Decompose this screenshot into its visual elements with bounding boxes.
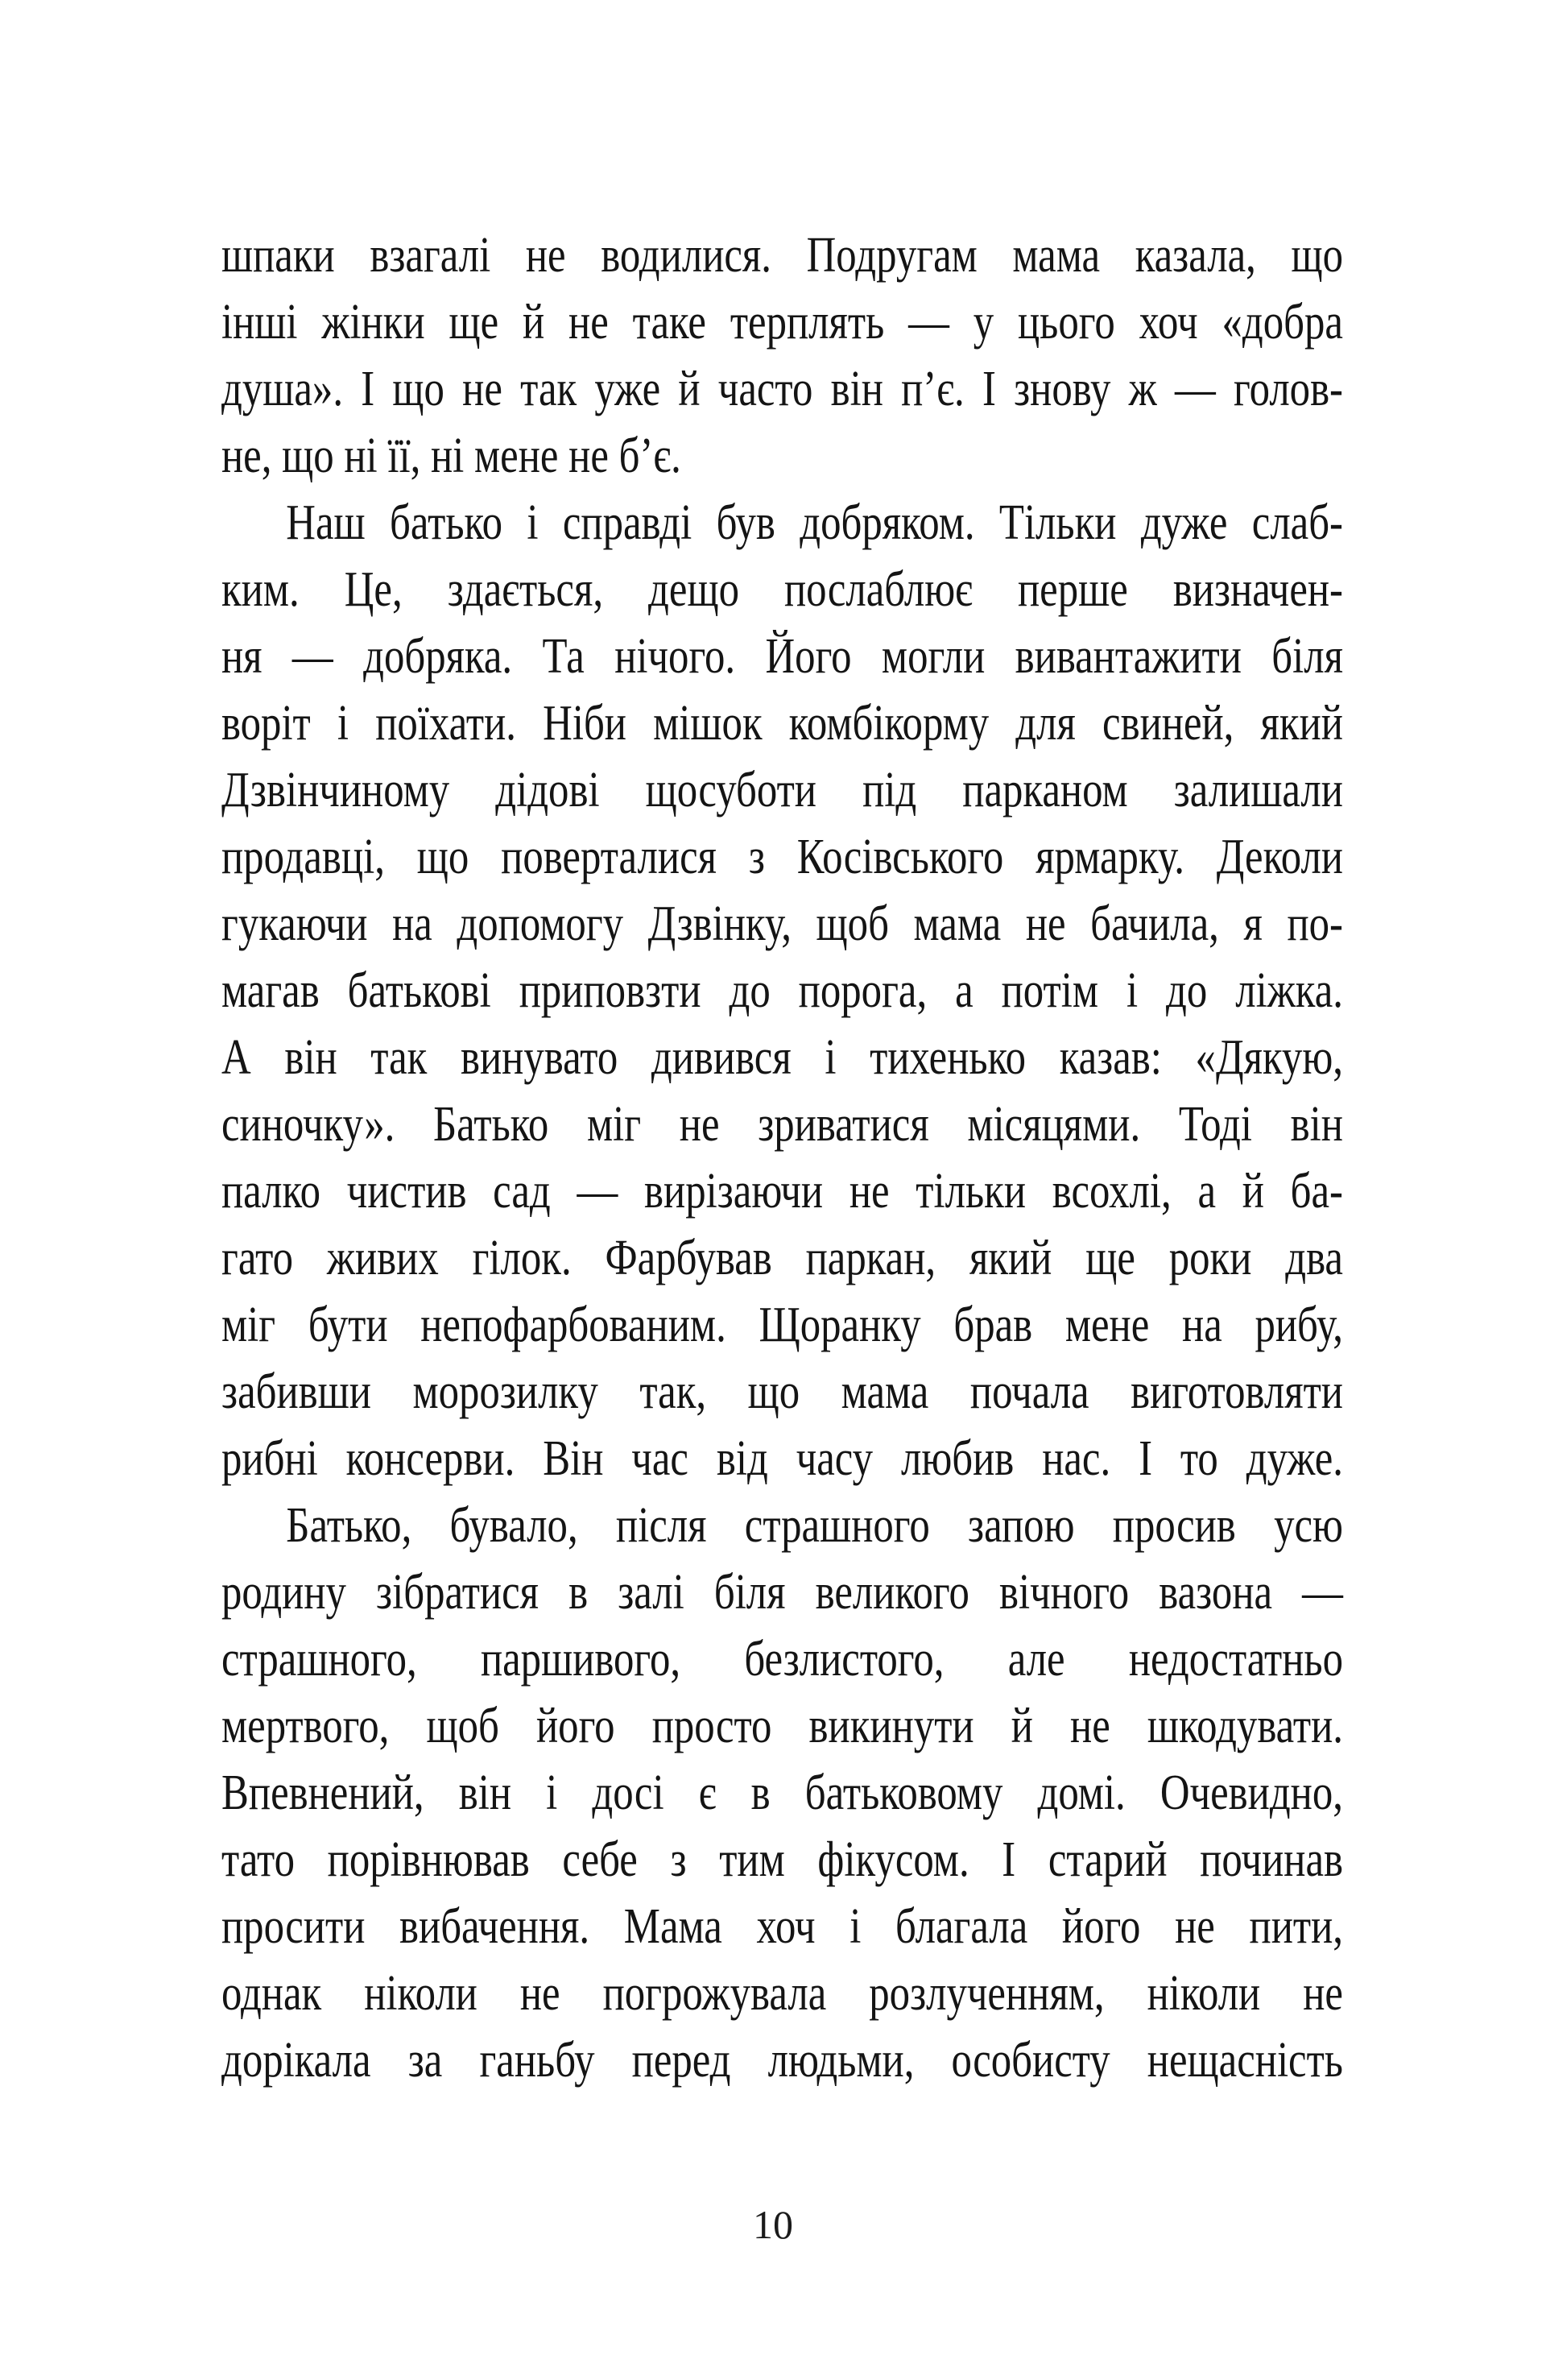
text-line: дорікала за ганьбу перед людьми, особисту нещасність xyxy=(221,2033,1343,2088)
text-line: магав батькові приповзти до порога, а потім і до ліжка. xyxy=(221,963,1343,1018)
text-line: Впевнений, він і досі є в батьковому домі. Очевидно, xyxy=(221,1765,1343,1820)
text-line: воріт і поїхати. Ніби мішок комбікорму для свиней, який xyxy=(221,696,1343,751)
text-line: синочку». Батько міг не зриватися місяцями. Тоді він xyxy=(221,1097,1343,1152)
paragraph xyxy=(221,222,1343,490)
text-line: рибні консерви. Він час від часу любив нас. І то дуже. xyxy=(221,1431,1343,1486)
text-line: забивши морозилку так, що мама почала виготовляти xyxy=(221,1364,1343,1419)
page-number: 10 xyxy=(753,2202,793,2247)
text-line: палко чистив сад — вирізаючи не тільки всохлі, а й ба- xyxy=(221,1164,1343,1219)
text-line: продавці, що поверталися з Косівського ярмарку. Деколи xyxy=(221,830,1343,884)
text-line: гато живих гілок. Фарбував паркан, який ще роки два xyxy=(221,1231,1343,1285)
text-line: шпаки взагалі не водилися. Подругам мама казала, що xyxy=(221,228,1343,283)
text-line: Батько, бувало, після страшного запою просив усю xyxy=(286,1498,1343,1553)
text-line: мертвого, щоб його просто викинути й не шкодувати. xyxy=(221,1699,1343,1753)
text-line: просити вибачення. Мама хоч і благала його не пити, xyxy=(221,1899,1343,1954)
text-line: ким. Це, здається, дещо послаблює перше визначен- xyxy=(221,562,1343,617)
text-line: гукаючи на допомогу Дзвінку, щоб мама не бачила, я по- xyxy=(221,896,1343,951)
text-line: міг бути непофарбованим. Щоранку брав мене на рибу, xyxy=(221,1298,1343,1352)
text-line: душа». І що не так уже й часто він п’є. І знову ж — голов- xyxy=(221,362,1343,416)
text-line: родину зібратися в залі біля великого вічного вазона — xyxy=(221,1565,1343,1620)
text-block xyxy=(221,222,1343,2094)
text-line: страшного, паршивого, безлистого, але недостатньо xyxy=(221,1632,1343,1687)
text-line: однак ніколи не погрожувала розлученням, ніколи не xyxy=(221,1966,1343,2021)
paragraph xyxy=(221,1492,1343,2094)
text-line: ня — добряка. Та нічого. Його могли вивантажити біля xyxy=(221,629,1343,684)
text-line: інші жінки ще й не таке терплять — у цього хоч «добра xyxy=(221,295,1343,350)
paragraph xyxy=(221,490,1343,1492)
text-line: не, що ні її, ні мене не б’є. xyxy=(221,428,681,483)
text-line: тато порівнював себе з тим фікусом. І старий починав xyxy=(221,1832,1343,1887)
text-line: А він так винувато дивився і тихенько казав: «Дякую, xyxy=(221,1030,1343,1085)
text-line: Дзвінчиному дідові щосуботи під парканом залишали xyxy=(221,763,1343,817)
text-line: Наш батько і справді був добряком. Тільки дуже слаб- xyxy=(286,495,1343,550)
